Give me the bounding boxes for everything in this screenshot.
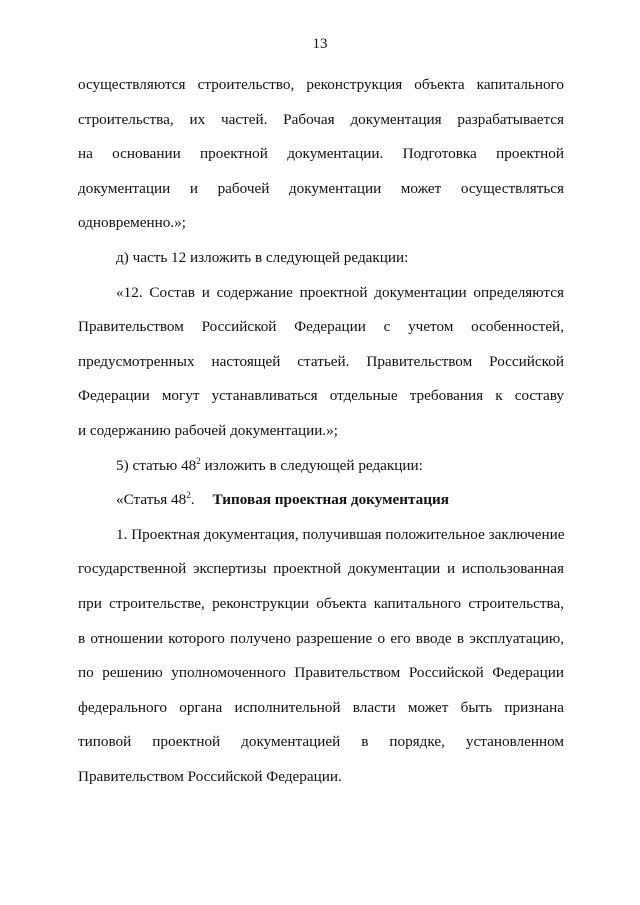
text-line: строительства, их частей. Рабочая документация разрабатывается — [78, 110, 564, 128]
text-line: типовой проектной документацией в порядке, установленном — [78, 733, 564, 751]
text-line: 1. Проектная документация, получившая положительное заключение — [116, 525, 565, 543]
text-line: государственной экспертизы проектной документации и использованная — [78, 560, 564, 578]
text-line: документации и рабочей документации может осуществляться — [78, 179, 564, 197]
text-line: на основании проектной документации. Подготовка проектной — [78, 145, 564, 163]
text-line: в отношении которого получено разрешение о его вводе в эксплуатацию, — [78, 629, 564, 647]
article-heading — [78, 483, 564, 518]
page-number: 13 — [312, 36, 328, 52]
text-line: при строительстве, реконструкции объекта капитального строительства, — [78, 594, 564, 612]
document-body — [78, 68, 564, 794]
item-5-heading — [78, 449, 564, 484]
text-line: Правительством Российской Федерации с учетом особенностей, — [78, 318, 564, 336]
item-5-suffix: изложить в следующей редакции: — [200, 456, 423, 474]
article-dot: . — [190, 491, 195, 509]
text-line: осуществляются строительство, реконструкция объекта капитального — [78, 76, 564, 93]
article-prefix: «Статья 48 — [116, 491, 187, 509]
text-line: и содержанию рабочей документации.»; — [78, 421, 338, 439]
text-line: Правительством Российской Федерации. — [78, 767, 342, 785]
text-line: по решению уполномоченного Правительством Российской Федерации — [78, 664, 564, 682]
paragraph-d-heading: д) часть 12 изложить в следующей редакции: — [116, 248, 409, 266]
item-5-prefix: 5) статью 48 — [116, 456, 197, 474]
text-line: федерального органа исполнительной власти может быть признана — [78, 698, 564, 716]
text-line: «12. Состав и содержание проектной документации определяются — [116, 283, 564, 301]
article-title: Типовая проектная документация — [212, 491, 449, 509]
text-line: одновременно.»; — [78, 214, 186, 232]
text-line: предусмотренных настоящей статьей. Правительством Российской — [78, 352, 564, 370]
item-5-superscript: 2 — [196, 455, 201, 466]
article-superscript: 2 — [186, 490, 191, 501]
text-line: Федерации могут устанавливаться отдельные требования к составу — [78, 387, 564, 405]
